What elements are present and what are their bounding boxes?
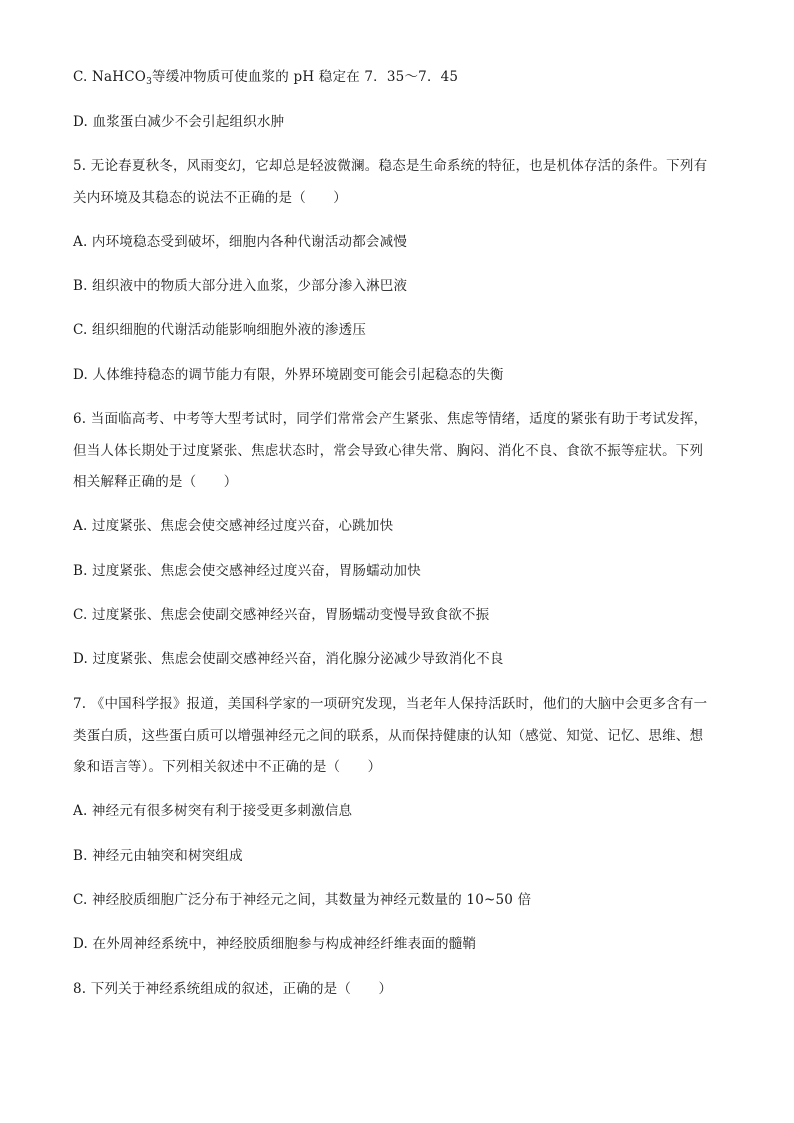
question-7-option-a: A. 神经元有很多树突有利于接受更多刺激信息 — [73, 803, 353, 819]
question-5-stem-line-2: 关内环境及其稳态的说法不正确的是（ ） — [73, 190, 347, 206]
question-6-stem-line-1: 6. 当面临高考、中考等大型考试时，同学们常常会产生紧张、焦虑等情绪，适度的紧张有助于考试发挥， — [73, 411, 708, 427]
question-7-option-b: B. 神经元由轴突和树突组成 — [73, 848, 243, 864]
question-7-stem-line-1: 7. 《中国科学报》报道，美国科学家的一项研究发现，当老年人保持活跃时，他们的大脑中会更多含有一 — [73, 696, 708, 712]
question-7-option-d: D. 在外周神经系统中，神经胶质细胞参与构成神经纤维表面的髓鞘 — [73, 936, 477, 952]
question-6-stem-line-3: 相关解释正确的是（ ） — [73, 474, 238, 490]
question-7-stem-line-3: 象和语言等）。下列相关叙述中不正确的是（ ） — [73, 759, 382, 775]
question-6-option-d: D. 过度紧张、焦虑会使副交感神经兴奋，消化腺分泌减少导致消化不良 — [73, 651, 504, 667]
subscript-3: 3 — [146, 77, 152, 87]
question-6-stem-line-2: 但当人体长期处于过度紧张、焦虑状态时，常会导致心律失常、胸闷、消化不良、食欲不振等症状。下列 — [73, 443, 704, 459]
option-c-text-prefix: C. NaHCO — [73, 69, 147, 85]
question-6-option-b: B. 过度紧张、焦虑会使交感神经过度兴奋，胃肠蠕动加快 — [73, 563, 421, 579]
question-5-option-b: B. 组织液中的物质大部分进入血浆，少部分渗入淋巴液 — [73, 278, 408, 294]
question-5-option-a: A. 内环境稳态受到破坏，细胞内各种代谢活动都会减慢 — [73, 234, 408, 250]
question-6-option-a: A. 过度紧张、焦虑会使交感神经过度兴奋，心跳加快 — [73, 518, 394, 534]
question-7-option-c: C. 神经胶质细胞广泛分布于神经元之间，其数量为神经元数量的 10~50 倍 — [73, 892, 532, 908]
question-5-option-d: D. 人体维持稳态的调节能力有限，外界环境剧变可能会引起稳态的失衡 — [73, 367, 504, 383]
question-5-stem-line-1: 5. 无论春夏秋冬，风雨变幻，它却总是轻波微澜。稳态是生命系统的特征，也是机体存活的条件。下列有 — [73, 158, 708, 174]
question-5-option-c: C. 组织细胞的代谢活动能影响细胞外液的渗透压 — [73, 322, 367, 338]
question-4-option-c — [73, 68, 458, 91]
question-6-option-c: C. 过度紧张、焦虑会使副交感神经兴奋，胃肠蠕动变慢导致食欲不振 — [73, 607, 490, 623]
question-8-stem-line-1: 8. 下列关于神经系统组成的叙述，正确的是（ ） — [73, 981, 393, 997]
question-7-stem-line-2: 类蛋白质，这些蛋白质可以增强神经元之间的联系，从而保持健康的认知（感觉、知觉、记忆、思维、想 — [73, 728, 704, 744]
option-c-text-rest: 等缓冲物质可使血浆的 pH 稳定在 7．35～7．45 — [152, 69, 459, 85]
question-4-option-d: D. 血浆蛋白减少不会引起组织水肿 — [73, 114, 285, 130]
